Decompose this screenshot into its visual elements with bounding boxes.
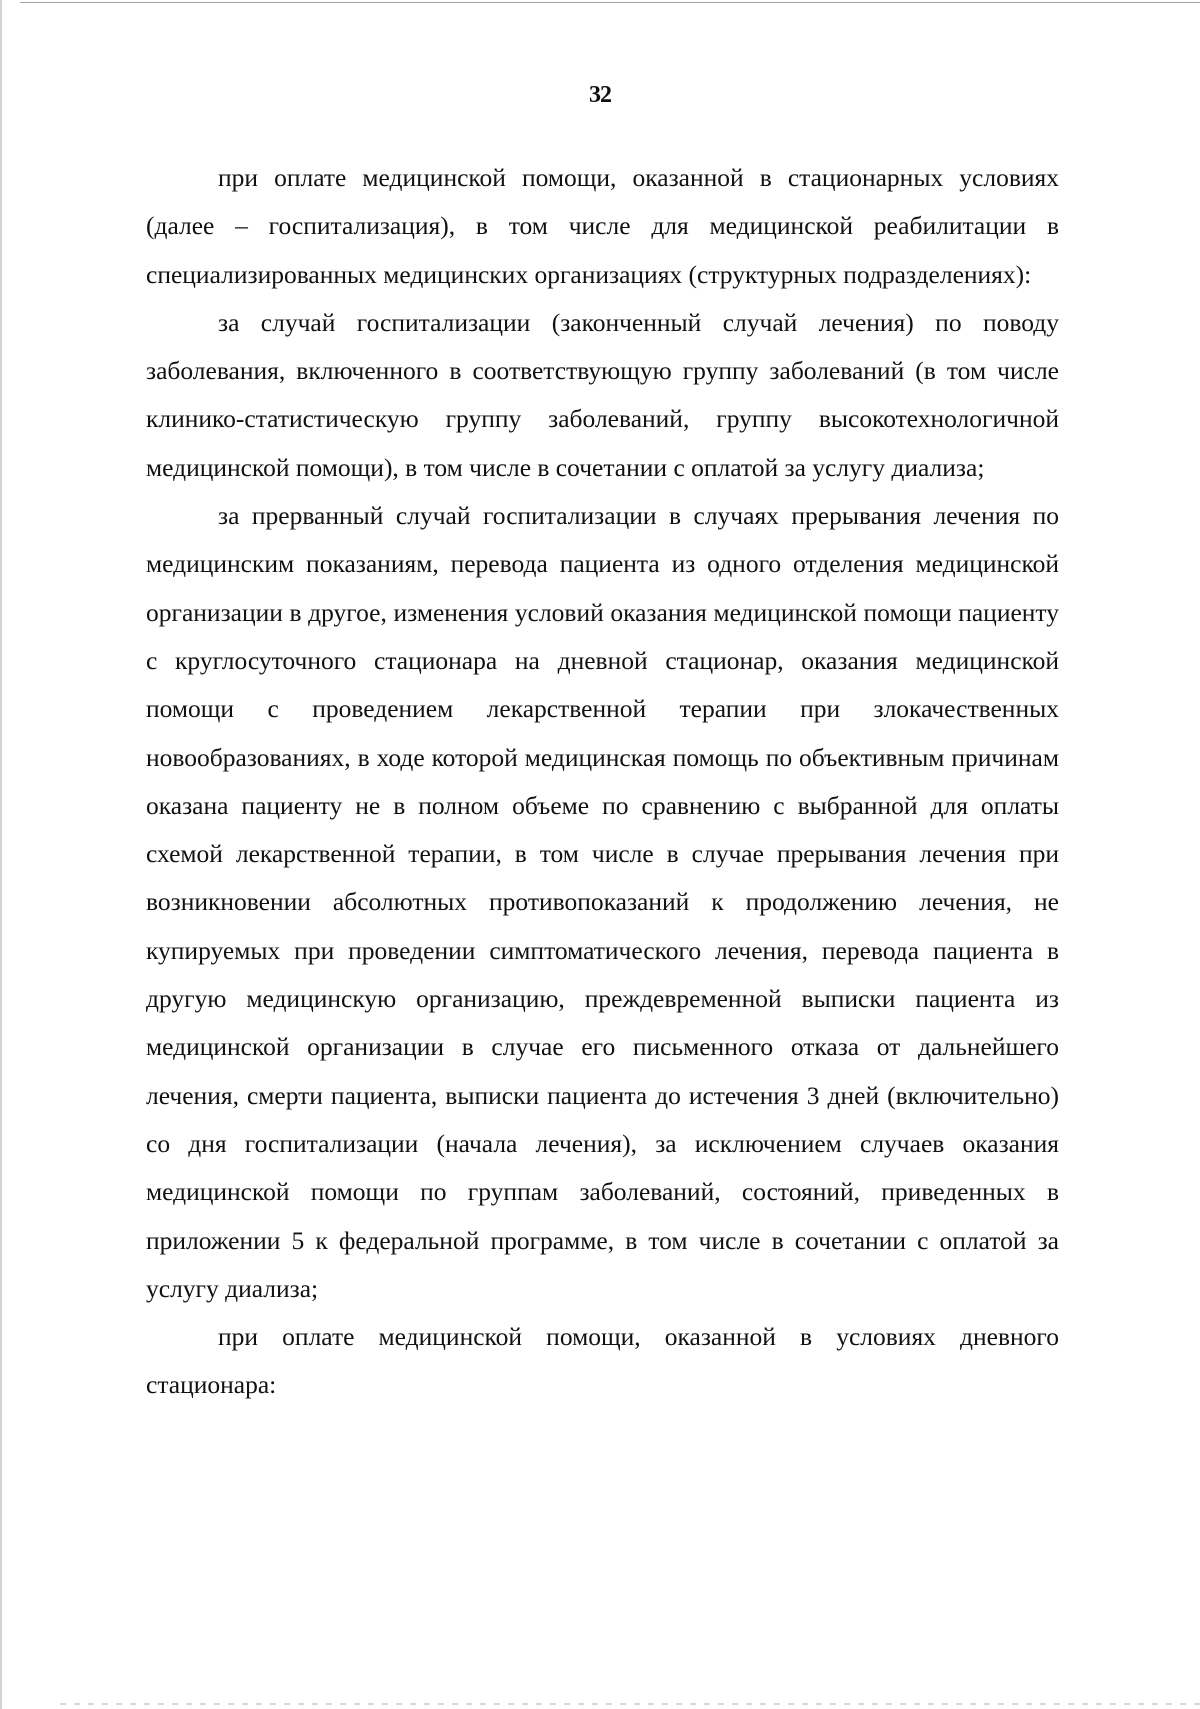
document-body xyxy=(146,154,1059,1410)
scan-top-edge xyxy=(20,0,1200,6)
paragraph-interrupted-case: за прерванный случай госпитализации в случаях прерывания лечения по медицинским показаниям, перевода пациента из одного отделения медицинской организации в другое, изменения условий оказания медицинской помощи пациенту с круглосуточного стационара на дневной стационар, оказания медицинской помощи с проведением лекарственной терапии при злокачественных новообразованиях, в ходе которой медицинская помощь по объективным причинам оказана пациенту не в полном объеме по сравнению с выбранной для оплаты схемой лекарственной терапии, в том числе в случае прерывания лечения при возникновении абсолютных противопоказаний к продолжению лечения, не купируемых при проведении симптоматического лечения, перевода пациента в другую медицинскую организацию, преждевременной выписки пациента из медицинской организации в случае его письменного отказа от дальнейшего лечения, смерти пациента, выписки пациента до истечения 3 дней (включительно) со дня госпитализации (начала лечения), за исключением случаев оказания медицинской помощи по группам заболеваний, состояний, приведенных в приложении 5 к федеральной программе, в том числе в сочетании с оплатой за услугу диализа; xyxy=(146,501,1059,1303)
scan-bottom-edge xyxy=(60,1703,1200,1705)
page-number: 32 xyxy=(589,82,611,108)
paragraph-completed-case: за случай госпитализации (законченный случай лечения) по поводу заболевания, включенного в соответствующую группу заболеваний (в том числе клинико-статистическую группу заболеваний, группу высокотехнологичной медицинской помощи), в том числе в сочетании с оплатой за услугу диализа; xyxy=(146,307,1059,482)
paragraph-day-hospital-payment: при оплате медицинской помощи, оказанной в условиях дневного стационара: xyxy=(146,1322,1059,1400)
paragraph-hospital-payment: при оплате медицинской помощи, оказанной в стационарных условиях (далее – госпитализация), в том числе для медицинской реабилитации в специализированных медицинских организациях (структурных подразделениях): xyxy=(146,163,1059,289)
scan-left-edge xyxy=(0,0,2,1709)
